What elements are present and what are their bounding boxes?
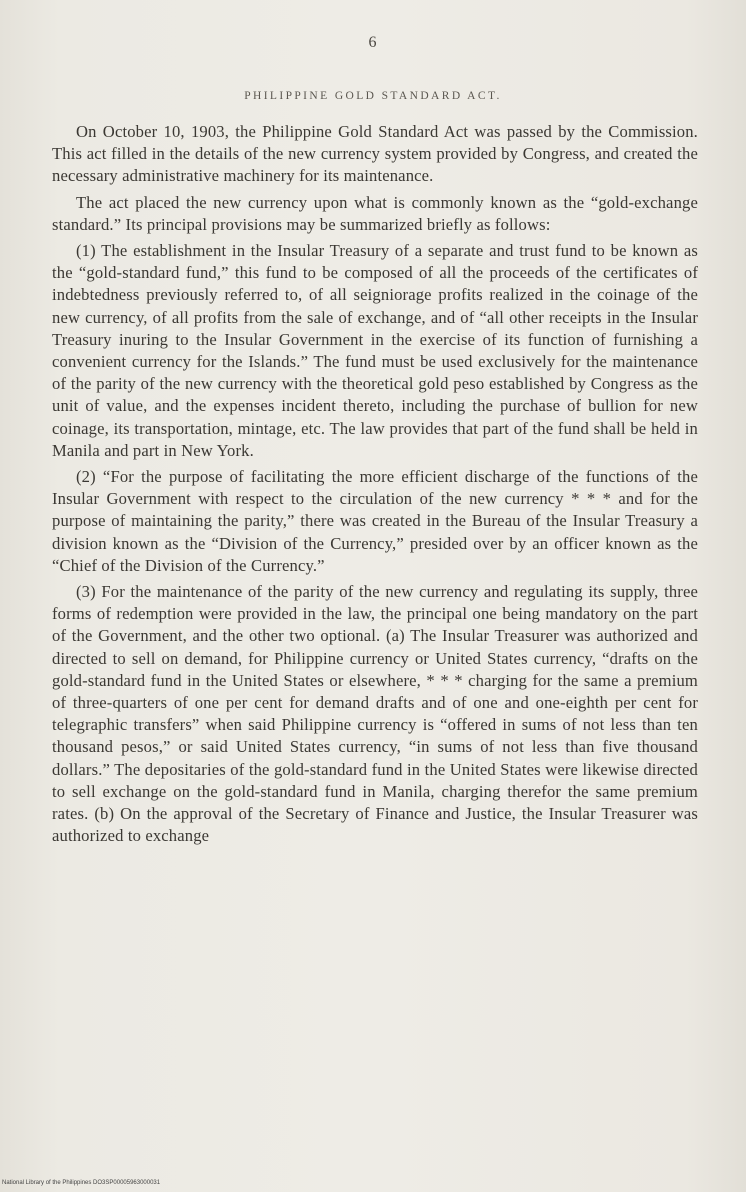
body-text bbox=[52, 121, 698, 852]
paragraph-intro: On October 10, 1903, the Philippine Gold Standard Act was passed by the Commission. This act filled in the details of the new currency system provided by Congress, and created the necessary administrative machinery for its maintenance. bbox=[52, 122, 698, 186]
paragraph-provision-3: (3) For the maintenance of the parity of the new currency and regulating its supply, three forms of redemption were provided in the law, the principal one being mandatory on the part of the Government, and the other two optional. (a) The Insular Treasurer was authorized and directed to sell on demand, for Philippine currency or United States currency, “drafts on the gold-standard fund in the United States or elsewhere, * * * charging for the same a premium of three-quarters of one per cent for demand drafts and of one and one-eighth per cent for telegraphic transfers” when said Philippine currency is “offered in sums of not less than ten thousand pesos,” or said United States currency, “in sums of not less than five thousand dollars.” The depositaries of the gold-standard fund in the United States were likewise directed to sell exchange on the gold-standard fund in Manila, charging therefor the same premium rates. (b) On the approval of the Secretary of Finance and Justice, the Insular Treasurer was authorized to exchange bbox=[52, 582, 698, 846]
library-stamp: National Library of the Philippines DO3SP00005963000031 bbox=[2, 1180, 161, 1186]
page-number: 6 bbox=[368, 34, 378, 51]
running-head: PHILIPPINE GOLD STANDARD ACT. bbox=[244, 90, 502, 102]
paragraph-provision-1: (1) The establishment in the Insular Treasury of a separate and trust fund to be known as the “gold-standard fund,” this fund to be composed of all the proceeds of the certificates of indebtedness previously referred to, of all seigniorage profits realized in the coinage of the new currency, of all profits from the sale of exchange, and of “all other receipts in the Insular Treasury inuring to the Insular Government in the exercise of its function of furnishing a convenient currency for the Islands.” The fund must be used exclusively for the maintenance of the parity of the new currency with the theoretical gold peso established by Congress as the unit of value, and the expenses incident thereto, including the purchase of bullion for new coinage, its transportation, mintage, etc. The law provides that part of the fund shall be held in Manila and part in New York. bbox=[52, 241, 698, 460]
paragraph-summary: The act placed the new currency upon what is commonly known as the “gold-exchange standard.” Its principal provisions may be summarized briefly as follows: bbox=[52, 192, 698, 234]
paragraph-provision-2: (2) “For the purpose of facilitating the more efficient discharge of the functions of the Insular Government with respect to the circulation of the new currency * * * and for the purpose of maintaining the parity,” there was created in the Bureau of the Insular Treasury a division known as the “Division of the Currency,” presided over by an officer known as the “Chief of the Division of the Currency.” bbox=[52, 467, 698, 575]
